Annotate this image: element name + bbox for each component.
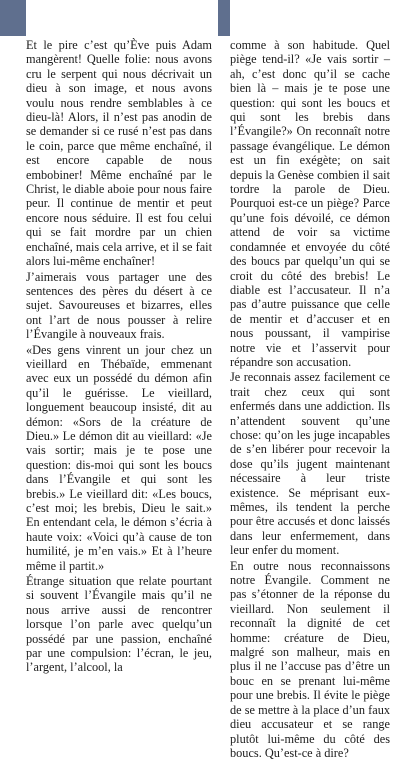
paragraph: Je reconnais assez facilement ce trait chez ceux qui sont enfermés dans une addiction. Ils n’attendent souvent qu’une chose: qu’on les juge incapables de s’en libérer pour recevoir la dose qu’ils jugent maintenant nécessaire à leur triste existence. Se méprisant eux-mêmes, ils tendent la perche pour être accusés et donc laissés dans leur enfermement, dans leur enfer du moment.	[230, 370, 390, 558]
paragraph: comme à son habitude. Quel piège tend-il? «Je vais sortir – ah, c’est donc qu’il se cache bien là – mais je te pose une question: qui sont les boucs et qui sont les brebis dans l’Évangile?» On reconnaît notre passage évangélique. Le démon est un fin exégète; on sait depuis la Genèse combien il sait tordre la parole de Dieu. Pourquoi est-ce un piège? Parce qu’une fois dévoilé, ce démon attend de voir sa victime condamnée et envoyée du côté des boucs par quelqu’un qui se croit du côté des brebis! Le diable est l’accusateur. Il n’a pas d’autre puissance que celle de mentir et d’accuser et en nous poussant, il vampirise notre vie et l’asservit pour répandre son accusation.	[230, 38, 390, 369]
paragraph: Et le pire c’est qu’Ève puis Adam mangèrent! Quelle folie: nous avons cru le serpent qui nous décrivait un dieu à son image, et nous avons voulu nous rendre semblables à ce dieu-là! Alors, il n’est pas anodin de se demander si ce rusé n’est pas dans le coin, parce que même enchaîné, il est encore capable de nous embobiner! Même enchaîné par le Christ, le diable aboie pour nous faire peur. Il continue de mentir et peut encore nous séduire. Il est fou celui qui se fait mordre par un chien enchaîné, mais cela arrive, et il se fait alors lui-même enchaîner!	[26, 38, 212, 269]
left-text-column	[26, 38, 212, 675]
header-color-strip-left	[0, 0, 26, 36]
paragraph: En outre nous reconnaissons notre Évangile. Comment ne pas s’étonner de la réponse du vieillard. Non seulement il reconnaît la dignité de cet homme: créature de Dieu, malgré son malheur, mais en plus il ne l’accuse pas d’être un bouc en se prenant lui-même pour une brebis. Il évite le piège de se mettre à la place d’un faux dieu accusateur et se range plutôt lui-même du côté des boucs. Qu’est-ce à dire?	[230, 558, 390, 760]
paragraph: J’aimerais vous partager une des sentences des pères du désert à ce sujet. Savoureuses et bizarres, elles ont l’art de nous pousser à relire l’Évangile à nouveaux frais.	[26, 269, 212, 342]
paragraph: «Des gens vinrent un jour chez un vieillard en Thébaïde, emmenant avec eux un possédé du démon afin qu’il le guérisse. Le vieillard, longuement beaucoup insisté, dit au démon: «Sors de la créature de Dieu.» Le démon dit au vieillard: «Je vais sortir; mais je te pose une question: dis-moi qui sont les boucs dans l’Évangile et qui sont les brebis.» Le vieillard dit: «Les boucs, c’est moi; les brebis, Dieu le sait.» En entendant cela, le démon s’écria à haute voix: «Voici qu’à cause de ton humilité, je m’en vais.» Et à l’heure même il partit.»	[26, 342, 212, 573]
paragraph: Étrange situation que relate pourtant si souvent l’Évangile mais qu’il ne nous arrive aussi de rencontrer lorsque l’on parle avec quelqu’un possédé par une passion, enchaîné par une compulsion: l’écran, le jeu, l’argent, l’alcool, la	[26, 574, 212, 675]
header-color-strip-right	[218, 0, 230, 36]
right-text-column	[230, 38, 390, 760]
